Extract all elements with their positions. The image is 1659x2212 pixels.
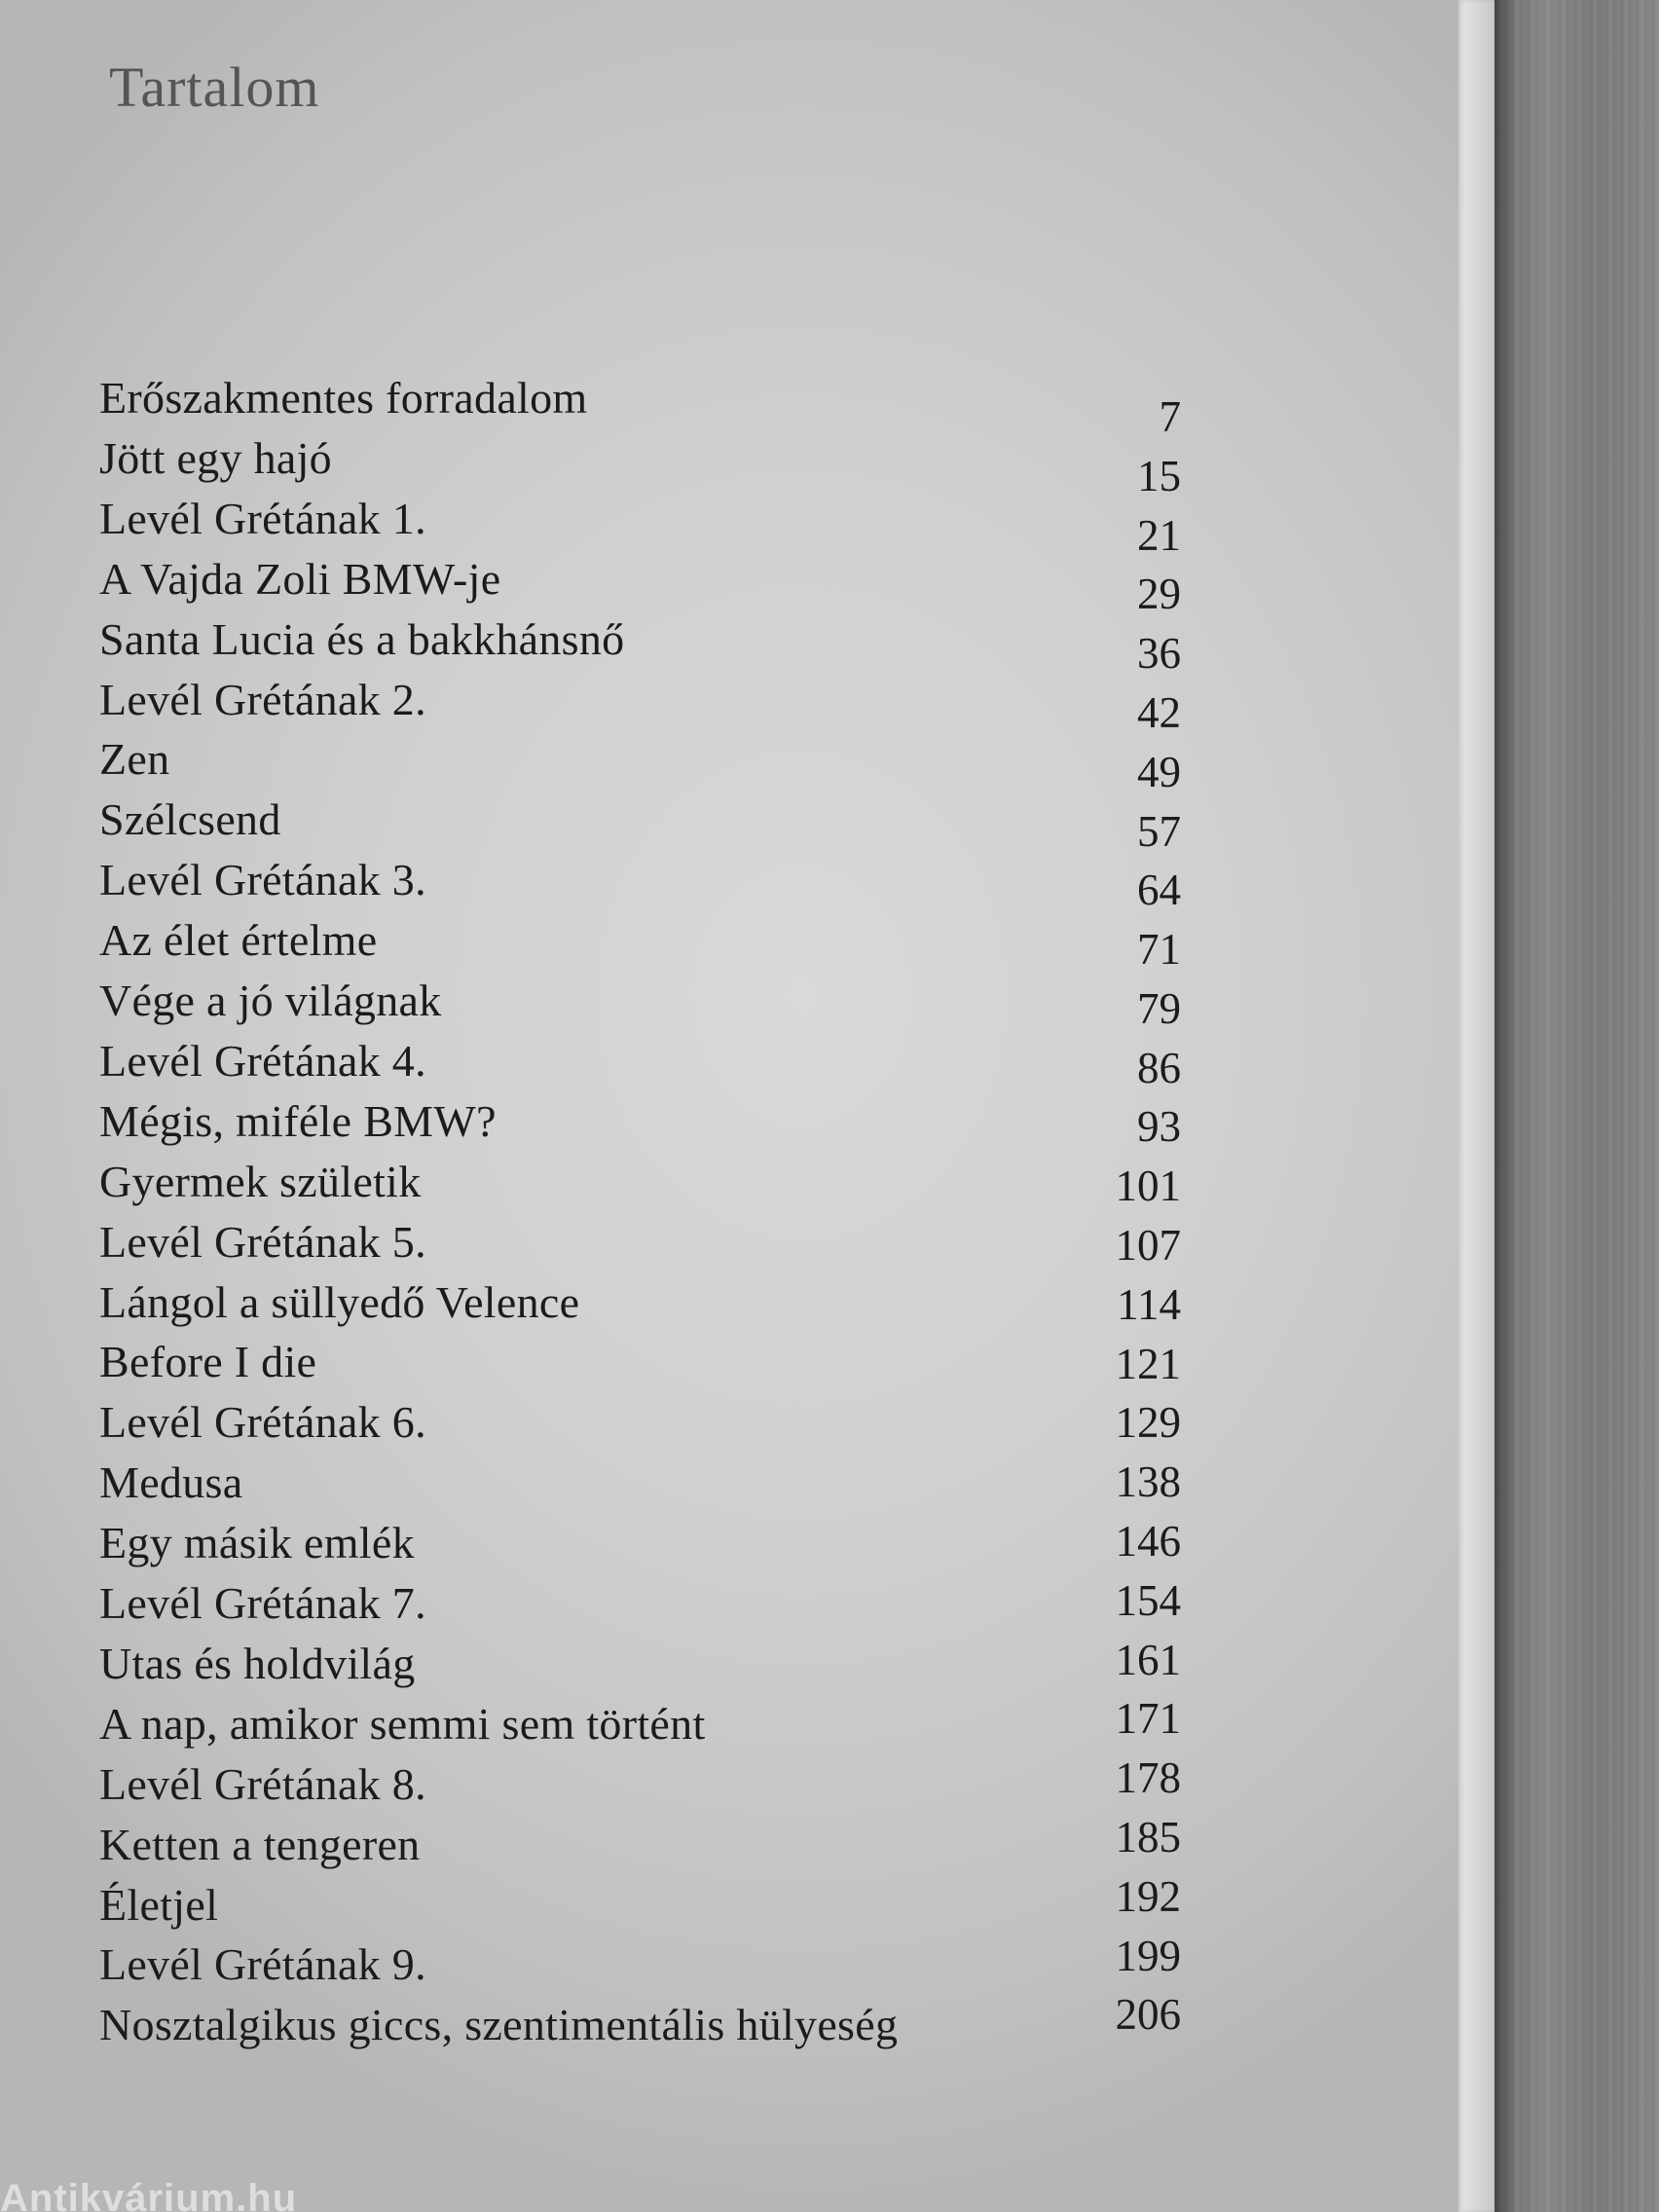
toc-entry-page-number: 161 (1115, 1635, 1181, 1684)
toc-entry-title: Before I die (99, 1337, 317, 1387)
page-edge (1458, 0, 1494, 2212)
toc-entry-title: Levél Grétának 7. (99, 1578, 426, 1628)
toc-entry-page-number: 206 (1115, 1990, 1181, 2040)
toc-entry-page-number: 199 (1115, 1931, 1181, 1980)
toc-entry-title: Jött egy hajó (99, 432, 332, 483)
toc-entry-title: Levél Grétának 9. (99, 1939, 426, 1990)
toc-entry (0, 613, 1458, 679)
toc-entry (0, 975, 1458, 1035)
toc-entry-title: Az élet értelme (99, 915, 378, 966)
toc-entry-page-number: 93 (1137, 1102, 1181, 1152)
toc-entry-title: Egy másik emlék (99, 1518, 415, 1568)
toc-entry-page-number: 57 (1137, 806, 1181, 856)
toc-entry-page-number: 107 (1115, 1221, 1181, 1271)
toc-entry (0, 854, 1458, 914)
toc-entry-title: Erőszakmentes forradalom (99, 373, 588, 423)
toc-entry-title: Lángol a süllyedő Velence (99, 1276, 580, 1327)
toc-entry (0, 733, 1458, 796)
toc-entry-title: Santa Lucia és a bakkhánsnő (99, 613, 625, 664)
toc-entry (0, 1035, 1458, 1095)
toc-entry-title: A Vajda Zoli BMW-je (99, 553, 501, 604)
toc-entry-page-number: 138 (1115, 1457, 1181, 1507)
toc-entry-title: A nap, amikor semmi sem történt (99, 1698, 706, 1749)
page-title: Tartalom (109, 55, 320, 119)
toc-entry-page-number: 64 (1137, 866, 1181, 915)
toc-entry (0, 1095, 1458, 1156)
toc-entry-page-number: 114 (1117, 1279, 1181, 1329)
toc-entry-title: Levél Grétának 1. (99, 493, 426, 543)
toc-entry-title: Vége a jó világnak (99, 976, 442, 1025)
toc-entry-page-number: 192 (1115, 1871, 1181, 1921)
toc-entry (0, 1694, 1458, 1758)
toc-entry-page-number: 146 (1115, 1516, 1181, 1566)
toc-entry-title: Életjel (99, 1879, 219, 1930)
toc-entry-page-number: 154 (1115, 1575, 1181, 1625)
toc-entry (0, 1990, 1458, 2059)
toc-entry-title: Levél Grétának 3. (99, 855, 426, 905)
toc-entry (0, 1577, 1458, 1638)
toc-entry (0, 432, 1458, 500)
toc-entry-title: Levél Grétának 6. (99, 1397, 426, 1448)
toc-entry (0, 553, 1458, 619)
toc-entry-page-number: 129 (1115, 1398, 1181, 1448)
toc-entry-page-number: 71 (1137, 925, 1181, 975)
toc-entry-page-number: 86 (1137, 1043, 1181, 1092)
toc-entry-page-number: 101 (1115, 1161, 1181, 1211)
toc-entry-title: Mégis, miféle BMW? (99, 1095, 497, 1146)
toc-entry (0, 1871, 1458, 1939)
toc-entry (0, 493, 1458, 560)
toc-entry (0, 1753, 1458, 1819)
toc-entry-page-number: 79 (1137, 983, 1181, 1033)
toc-entry (0, 1456, 1458, 1517)
toc-entry (0, 1276, 1458, 1337)
toc-entry (0, 372, 1458, 441)
toc-entry (0, 1635, 1458, 1698)
toc-entry-title: Zen (99, 734, 170, 785)
toc-entry (0, 1931, 1458, 1999)
toc-entry-title: Szélcsend (99, 794, 281, 845)
toc-entry-page-number: 171 (1115, 1694, 1181, 1744)
toc-entry-title: Levél Grétának 4. (99, 1035, 426, 1086)
toc-entry-title: Gyermek születik (99, 1156, 422, 1206)
toc-entry (0, 674, 1458, 737)
toc-entry (0, 1336, 1458, 1396)
toc-entry-page-number: 49 (1137, 747, 1181, 796)
toc-entry (0, 1216, 1458, 1276)
toc-entry-title: Levél Grétának 2. (99, 674, 426, 724)
toc-entry-title: Medusa (99, 1457, 243, 1508)
toc-entry-page-number: 29 (1137, 570, 1181, 619)
toc-entry-page-number: 36 (1137, 629, 1181, 679)
watermark-text: Antikvárium.hu (0, 2177, 298, 2212)
toc-entry-page-number: 185 (1115, 1812, 1181, 1862)
toc-entry-title: Utas és holdvilág (99, 1638, 416, 1688)
toc-entry (0, 914, 1458, 975)
toc-entry-title: Ketten a tengeren (99, 1819, 421, 1869)
toc-entry (0, 1812, 1458, 1879)
wooden-shelf-background (1494, 0, 1659, 2212)
toc-entry (0, 793, 1458, 854)
toc-entry-title: Levél Grétának 8. (99, 1758, 426, 1809)
toc-entry (0, 1517, 1458, 1577)
toc-entry-page-number: 21 (1137, 510, 1181, 560)
toc-entry-title: Levél Grétának 5. (99, 1216, 426, 1267)
toc-entry-page-number: 15 (1137, 451, 1181, 500)
toc-entry-page-number: 42 (1137, 687, 1181, 737)
toc-entry-page-number: 178 (1115, 1753, 1181, 1803)
toc-entry-page-number: 7 (1159, 392, 1181, 441)
toc-entry-page-number: 121 (1115, 1339, 1181, 1388)
toc-entry (0, 1156, 1458, 1216)
toc-entry (0, 1396, 1458, 1456)
toc-entry-title: Nosztalgikus giccs, szentimentális hülyeség (99, 2000, 899, 2050)
